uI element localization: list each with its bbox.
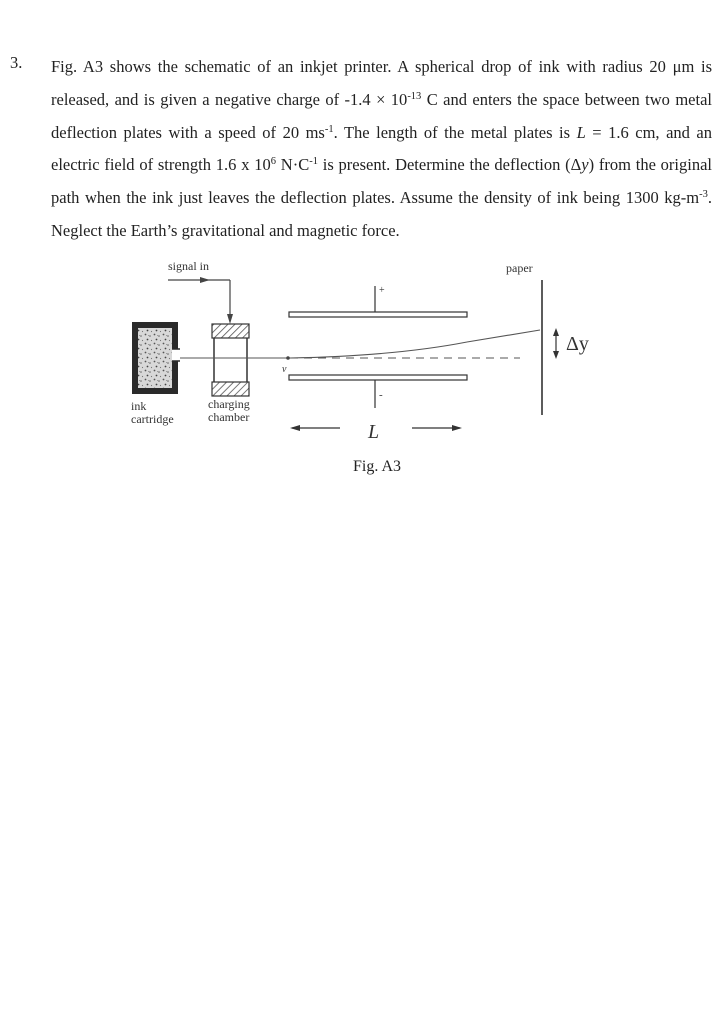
question-text-part: C and enters the space between two metal deflection plates with a speed of 20 ms	[51, 89, 712, 142]
charging-chamber	[212, 324, 249, 396]
question-text-part: N·C	[276, 155, 310, 175]
density-exponent: -3	[699, 189, 708, 201]
ink-cartridge-label: cartridge	[131, 412, 174, 426]
question-text-part: is present. Determine the deflection (Δ	[317, 155, 582, 175]
minus-sign: -	[379, 389, 383, 401]
question-text-part: . Neglect the Earth’s gravitational and magnetic force.	[51, 188, 712, 240]
field-unit-exponent: -1	[309, 156, 318, 168]
length-label: L	[368, 421, 380, 443]
velocity-label: v	[282, 364, 287, 375]
signal-in-label: signal in	[168, 259, 209, 273]
deflection-variable: y	[581, 155, 589, 175]
question-text-part: Fig. A3 shows the schematic of an inkjet printer. A spherical drop of ink with radius 20 μm is released, and is given a negative charge of -1.4 × 10	[51, 57, 712, 109]
paper-label: paper	[506, 261, 533, 275]
top-deflection-plate	[289, 286, 467, 317]
deflection-arrow	[553, 328, 559, 359]
question-text-part: ) from the original path when the ink just leaves the deflection plates. Assume the density of ink being 1300 kg-m	[51, 155, 712, 208]
question-text-part: = 1.6 cm, and an electric field of strength 1.6 x 10	[51, 122, 712, 175]
figure-caption: Fig. A3	[353, 458, 402, 475]
length-variable: L	[576, 122, 586, 142]
speed-exponent: -1	[324, 123, 334, 135]
plus-sign: +	[379, 285, 385, 296]
bottom-deflection-plate	[289, 375, 467, 408]
ink-cartridge	[132, 322, 180, 394]
signal-line	[168, 277, 233, 324]
field-exponent: 6	[270, 156, 276, 168]
question-number: 3.	[10, 53, 23, 72]
charging-chamber-label: charging	[208, 397, 250, 411]
ink-cartridge-label: ink	[131, 399, 147, 413]
question-text-part: . The length of the metal plates is	[333, 122, 577, 142]
deflection-label: Δy	[566, 333, 589, 355]
charging-chamber-label: chamber	[208, 410, 250, 424]
charge-exponent: -13	[407, 90, 422, 102]
length-arrow-left	[290, 425, 340, 431]
length-arrow-right	[412, 425, 462, 431]
